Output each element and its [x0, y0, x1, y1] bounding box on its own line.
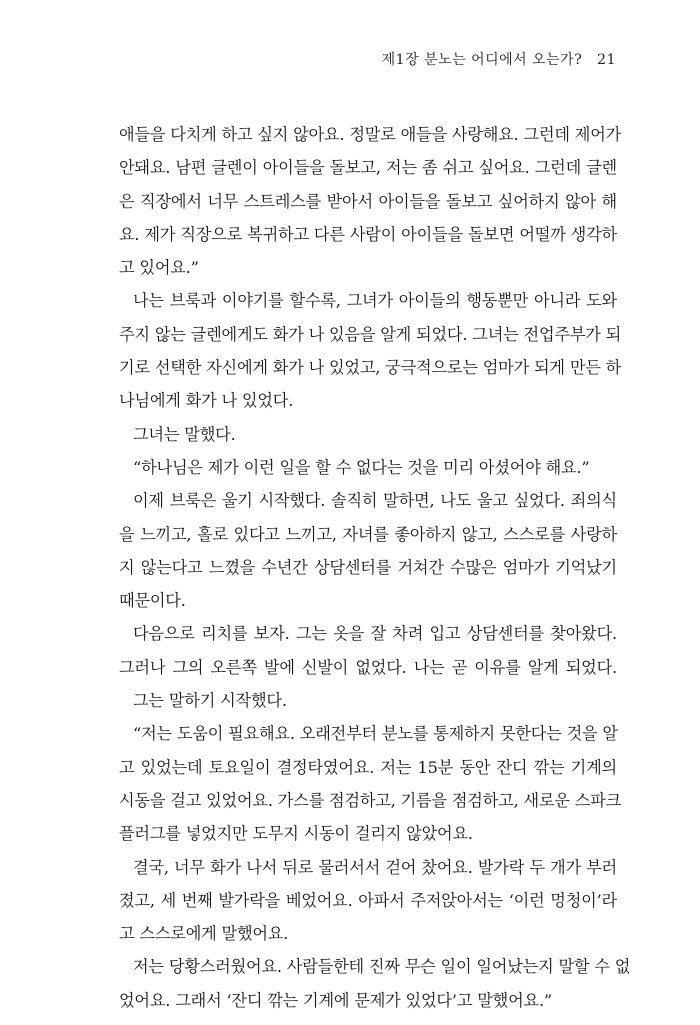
text-line: “하나님은 제가 이런 일을 할 수 없다는 것을 미리 아셨어야 해요.” [133, 457, 590, 477]
text-line: 저는 당황스러웠어요. 사람들한테 진짜 무슨 일이 일어났는지 말할 수 없 [133, 957, 631, 977]
text-line: 었어요. 그래서 ‘잔디 깎는 기계에 문제가 있었다’고 말했어요.” [119, 990, 552, 1010]
text-line: 그녀는 말했다. [133, 424, 236, 444]
text-line: 결국, 너무 화가 나서 뒤로 물러서서 걷어 찼어요. 발가락 두 개가 부러 [133, 857, 617, 877]
running-header [382, 49, 616, 69]
text-line: 애들을 다치게 하고 싶지 않아요. 정말로 애들을 사랑해요. 그런데 제어가 [119, 125, 622, 144]
text-line: 기로 선택한 자신에게 화가 나 있었고, 궁극적으로는 엄마가 되게 만든 하 [119, 358, 622, 378]
body-text [119, 118, 631, 1017]
chapter-label: 제1장 [381, 52, 420, 68]
text-line: 요. 제가 직장으로 복귀하고 다른 사람이 아이들을 돌보면 어떨까 생각하 [119, 224, 617, 244]
text-line: 때문이다. [119, 591, 186, 611]
text-line: “저는 도움이 필요해요. 오래전부터 분노를 통제하지 못한다는 것을 알 [133, 724, 618, 744]
text-line: 고 있어요.” [119, 258, 199, 278]
text-line: 주지 않는 글렌에게도 화가 나 있음을 알게 되었다. 그녀는 전업주부가 되 [119, 324, 622, 344]
text-line: 플러그를 넣었지만 도무지 시동이 걸리지 않았어요. [119, 824, 473, 844]
text-line: 고 스스로에게 말했어요. [119, 924, 289, 944]
text-line: 나님에게 화가 나 있었다. [119, 391, 294, 411]
page-number: 21 [597, 52, 616, 68]
text-line: 안돼요. 남편 글렌이 아이들을 돌보고, 저는 좀 쉬고 싶어요. 그런데 글렌 [119, 158, 617, 178]
text-line: 그는 말하기 시작했다. [133, 691, 287, 711]
text-line: 고 있었는데 토요일이 결정타였어요. 저는 15분 동안 잔디 깎는 기계의 [119, 757, 617, 777]
text-line: 다음으로 리치를 보자. 그는 옷을 잘 차려 입고 상담센터를 찾아왔다. [133, 624, 617, 644]
text-line: 졌고, 세 번째 발가락을 베었어요. 아파서 주저앉아서는 ‘이런 멍청이’라 [119, 890, 617, 910]
text-line: 지 않는다고 느꼈을 수년간 상담센터를 거쳐간 수많은 엄마가 기억났기 [119, 557, 617, 577]
chapter-title: 분노는 어디에서 오는가? [424, 52, 583, 68]
text-line: 나는 브룩과 이야기를 할수록, 그녀가 아이들의 행동뿐만 아니라 도와 [133, 291, 617, 311]
text-line: 이제 브룩은 울기 시작했다. 솔직히 말하면, 나도 울고 싶었다. 죄의식 [133, 491, 617, 511]
text-line: 시동을 걸고 있었어요. 가스를 점검하고, 기름을 점검하고, 새로운 스파크 [119, 790, 622, 810]
text-line: 그러나 그의 오른쪽 발에 신발이 없었다. 나는 곧 이유를 알게 되었다. [119, 657, 617, 677]
text-line: 은 직장에서 너무 스트레스를 받아서 아이들을 돌보고 싶어하지 않아 해 [119, 191, 617, 211]
text-line: 을 느끼고, 홀로 있다고 느끼고, 자녀를 좋아하지 않고, 스스로를 사랑하 [119, 524, 617, 544]
